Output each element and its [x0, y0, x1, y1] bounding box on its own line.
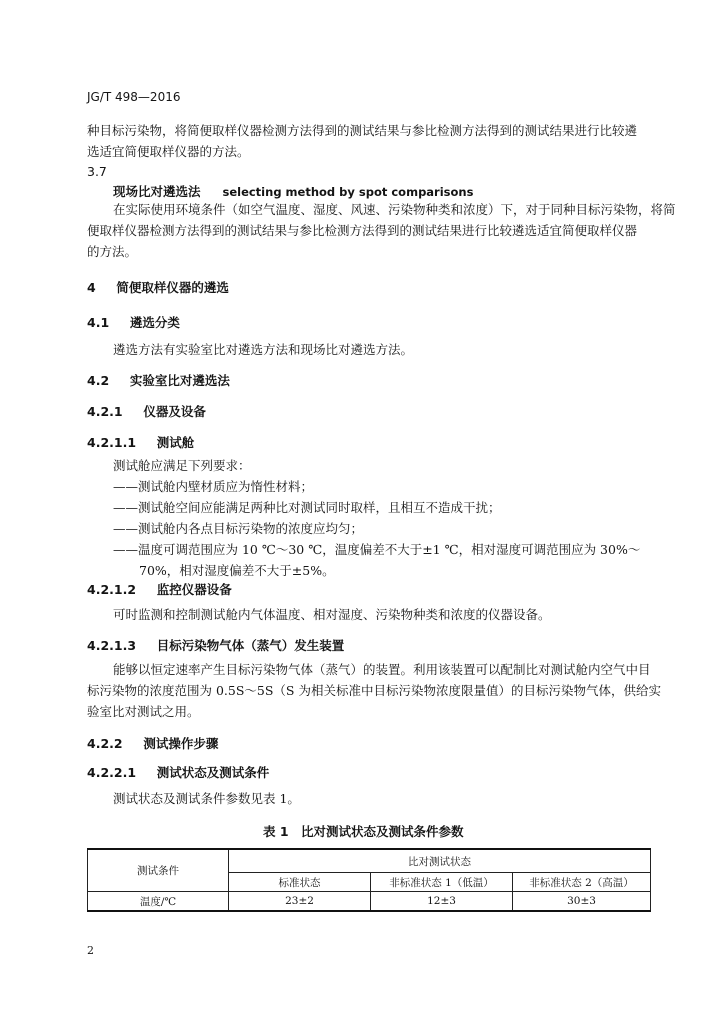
section-4-heading	[87, 278, 229, 296]
requirement-item: ——测试舱空间应能满足两种比对测试同时取样，且相互不造成干扰；	[113, 500, 501, 515]
section-title: 监控仪器设备	[156, 582, 232, 597]
test-conditions-table	[87, 848, 651, 912]
requirement-item: ——温度可调范围应为 10 ℃～30 ℃，温度偏差不大于±1 ℃，相对湿度可调范围应为 30%～	[113, 542, 641, 557]
header-comparison-status: 比对测试状态	[229, 849, 651, 873]
section-number: 4.2.1.1	[87, 435, 137, 450]
requirement-item: ——测试舱内壁材质应为惰性材料；	[113, 479, 314, 494]
page-number: 2	[87, 944, 94, 957]
term-chinese: 现场比对遴选法	[113, 184, 201, 199]
definition-line-1: 在实际使用环境条件（如空气温度、湿度、风速、污染物种类和浓度）下，对于同种目标污染物，将简	[113, 202, 676, 217]
paragraph-line-3: 验室比对测试之用。	[87, 704, 200, 719]
section-title: 目标污染物气体（蒸气）发生装置	[156, 638, 345, 653]
section-4-2-1-2-heading	[87, 580, 232, 598]
section-number: 4.1	[87, 315, 110, 330]
requirement-item-continued: 70%，相对湿度偏差不大于±5%。	[139, 563, 335, 578]
paragraph-line-1: 能够以恒定速率产生目标污染物气体（蒸气）的装置。利用该装置可以配制比对测试舱内空气中目	[113, 662, 651, 677]
header-test-condition: 测试条件	[88, 849, 229, 892]
intro-line-1: 种目标污染物，将简便取样仪器检测方法得到的测试结果与参比检测方法得到的测试结果进行比较遴	[87, 123, 638, 138]
definition-line-3: 的方法。	[87, 244, 138, 259]
section-3-7-number: 3.7	[87, 164, 107, 179]
row-label-temperature: 温度/℃	[88, 892, 229, 912]
table-caption: 表 1 比对测试状态及测试条件参数	[263, 824, 464, 839]
section-4-2-1-3-text	[87, 659, 661, 722]
section-title: 测试操作步骤	[143, 736, 219, 751]
section-title: 简便取样仪器的遴选	[116, 280, 229, 295]
definition-line-2: 便取样仪器检测方法得到的测试结果与参比检测方法得到的测试结果进行比较遴选适宜简便取样仪器	[87, 223, 638, 238]
header-nonstandard-state-2: 非标准状态 2（高温）	[513, 873, 651, 892]
section-title: 遴选分类	[129, 315, 180, 330]
cell-nonstandard-2-temperature: 30±3	[513, 892, 651, 912]
section-4-2-1-heading	[87, 402, 206, 420]
section-4-2-2-1-heading	[87, 763, 269, 781]
section-4-2-2-heading	[87, 734, 218, 752]
section-title: 仪器及设备	[143, 404, 206, 419]
standard-code: JG/T 498—2016	[87, 90, 181, 104]
section-3-7-definition	[87, 199, 676, 262]
test-chamber-requirements	[113, 455, 640, 581]
section-number: 4.2.2	[87, 736, 123, 751]
paragraph-line-2: 标污染物的浓度范围为 0.5S～5S（S 为相关标准中目标污染物浓度限量值）的目标污染物气体，供给实	[87, 683, 661, 698]
section-4-2-1-2-text: 可时监测和控制测试舱内气体温度、相对湿度、污染物种类和浓度的仪器设备。	[113, 607, 551, 622]
section-4-2-2-1-text: 测试状态及测试条件参数见表 1。	[113, 791, 300, 806]
section-4-2-1-3-heading	[87, 636, 344, 654]
header-standard-state: 标准状态	[229, 873, 371, 892]
term-english: selecting method by spot comparisons	[222, 185, 474, 199]
section-number: 4	[87, 280, 96, 295]
requirement-item: ——测试舱内各点目标污染物的浓度应均匀；	[113, 521, 364, 536]
section-3-7-term	[113, 182, 473, 200]
section-number: 4.2.1.2	[87, 582, 137, 597]
section-title: 测试状态及测试条件	[156, 765, 270, 780]
section-number: 4.2.1	[87, 404, 123, 419]
cell-nonstandard-1-temperature: 12±3	[371, 892, 513, 912]
intro-line-2: 选适宜简便取样仪器的方法。	[87, 144, 250, 159]
intro-paragraph	[87, 120, 637, 162]
cell-standard-temperature: 23±2	[229, 892, 371, 912]
header-nonstandard-state-1: 非标准状态 1（低温）	[371, 873, 513, 892]
section-number: 4.2	[87, 373, 110, 388]
section-number: 4.2.2.1	[87, 765, 137, 780]
section-title: 测试舱	[156, 435, 195, 450]
section-4-2-1-1-heading	[87, 433, 194, 451]
section-4-2-heading	[87, 371, 230, 389]
table-row	[88, 892, 651, 912]
section-title: 实验室比对遴选法	[129, 373, 230, 388]
section-number: 4.2.1.3	[87, 638, 137, 653]
section-4-1-text: 遴选方法有实验室比对遴选方法和现场比对遴选方法。	[113, 342, 414, 357]
requirements-lead: 测试舱应满足下列要求：	[113, 458, 251, 473]
section-4-1-heading	[87, 313, 180, 331]
